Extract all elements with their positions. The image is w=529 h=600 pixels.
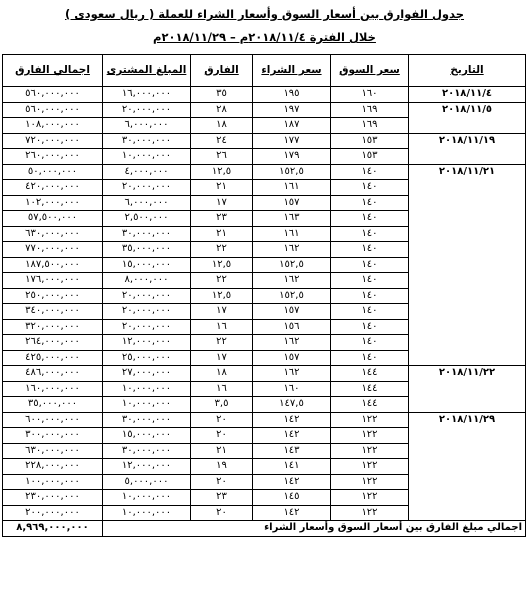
purchase-price-cell: ١٥٦ <box>253 319 331 335</box>
total-value: ٨,٩٦٩,٠٠٠,٠٠٠ <box>3 521 103 537</box>
purchase-price-cell: ١٥٧ <box>253 350 331 366</box>
difference-cell: ٣,٥ <box>191 397 253 413</box>
page-title: جدول الفوارق بين أسعار السوق وأسعار الشراء للعملة ( ريال سعودى ) <box>64 7 465 21</box>
difference-cell: ٢٦ <box>191 149 253 165</box>
amount-purchased-cell: ٣٠,٠٠٠,٠٠٠ <box>103 133 191 149</box>
amount-purchased-cell: ١٥,٠٠٠,٠٠٠ <box>103 428 191 444</box>
difference-cell: ٢٤ <box>191 133 253 149</box>
total-difference-cell: ٣٢٠,٠٠٠,٠٠٠ <box>3 319 103 335</box>
table-row <box>3 164 526 180</box>
total-difference-cell: ١٧٦,٠٠٠,٠٠٠ <box>3 273 103 289</box>
amount-purchased-cell: ٦,٠٠٠,٠٠٠ <box>103 195 191 211</box>
purchase-price-cell: ١٤٢ <box>253 412 331 428</box>
total-difference-cell: ٤٨٦,٠٠٠,٠٠٠ <box>3 366 103 382</box>
market-price-cell: ١٤٠ <box>331 273 409 289</box>
amount-purchased-cell: ١٠,٠٠٠,٠٠٠ <box>103 381 191 397</box>
total-difference-cell: ٢٢٨,٠٠٠,٠٠٠ <box>3 459 103 475</box>
table-row <box>3 87 526 103</box>
amount-purchased-cell: ٤,٠٠٠,٠٠٠ <box>103 164 191 180</box>
market-price-cell: ١٦٠ <box>331 87 409 103</box>
difference-cell: ١٧ <box>191 304 253 320</box>
market-price-cell: ١٢٢ <box>331 428 409 444</box>
table-header-row <box>3 55 526 87</box>
market-price-cell: ١٤٠ <box>331 350 409 366</box>
difference-cell: ٢١ <box>191 180 253 196</box>
market-price-cell: ١٢٢ <box>331 412 409 428</box>
difference-cell: ٢٠ <box>191 412 253 428</box>
amount-purchased-cell: ٨,٠٠٠,٠٠٠ <box>103 273 191 289</box>
header-purchase-price: سعر الشراء <box>253 55 331 87</box>
market-price-cell: ١٤٠ <box>331 180 409 196</box>
market-price-cell: ١٤٠ <box>331 304 409 320</box>
difference-cell: ١٧ <box>191 195 253 211</box>
amount-purchased-cell: ١٠,٠٠٠,٠٠٠ <box>103 490 191 506</box>
purchase-price-cell: ١٤١ <box>253 459 331 475</box>
table-row <box>3 133 526 149</box>
difference-cell: ١٦ <box>191 381 253 397</box>
date-cell: ٢٠١٨/١١/٤ <box>409 87 526 103</box>
purchase-price-cell: ١٦٢ <box>253 335 331 351</box>
total-difference-cell: ٢٠٠,٠٠٠,٠٠٠ <box>3 505 103 521</box>
difference-cell: ١٢,٥ <box>191 257 253 273</box>
difference-cell: ١٨ <box>191 118 253 134</box>
difference-cell: ٢١ <box>191 443 253 459</box>
total-row <box>3 521 526 537</box>
amount-purchased-cell: ٢,٥٠٠,٠٠٠ <box>103 211 191 227</box>
total-label: اجمالي مبلغ الفارق بين أسعار السوق وأسعار الشراء <box>103 521 526 537</box>
difference-cell: ٣٥ <box>191 87 253 103</box>
amount-purchased-cell: ١٠,٠٠٠,٠٠٠ <box>103 397 191 413</box>
difference-cell: ٢٢ <box>191 242 253 258</box>
market-price-cell: ١٤٠ <box>331 257 409 273</box>
purchase-price-cell: ١٦٠ <box>253 381 331 397</box>
amount-purchased-cell: ٢٠,٠٠٠,٠٠٠ <box>103 180 191 196</box>
total-difference-cell: ٢٥٠,٠٠٠,٠٠٠ <box>3 288 103 304</box>
total-difference-cell: ١٠٠,٠٠٠,٠٠٠ <box>3 474 103 490</box>
date-cell: ٢٠١٨/١١/٢١ <box>409 164 526 366</box>
purchase-price-cell: ١٥٧ <box>253 195 331 211</box>
market-price-cell: ١٢٢ <box>331 459 409 475</box>
page-subtitle: خلال الفترة ٢٠١٨/١١/٤م – ٢٠١٨/١١/٢٩م <box>153 30 376 44</box>
market-price-cell: ١٤٤ <box>331 381 409 397</box>
purchase-price-cell: ١٦١ <box>253 226 331 242</box>
table-row <box>3 102 526 118</box>
purchase-price-cell: ١٥٧ <box>253 304 331 320</box>
amount-purchased-cell: ٢٠,٠٠٠,٠٠٠ <box>103 304 191 320</box>
purchase-price-cell: ١٤٥ <box>253 490 331 506</box>
date-cell: ٢٠١٨/١١/٥ <box>409 102 526 133</box>
total-difference-cell: ١٨٧,٥٠٠,٠٠٠ <box>3 257 103 273</box>
purchase-price-cell: ١٥٢,٥ <box>253 257 331 273</box>
difference-cell: ٢١ <box>191 226 253 242</box>
table-row <box>3 366 526 382</box>
amount-purchased-cell: ١٦,٠٠٠,٠٠٠ <box>103 87 191 103</box>
purchase-price-cell: ١٨٧ <box>253 118 331 134</box>
difference-cell: ٢٠ <box>191 474 253 490</box>
market-price-cell: ١٤٤ <box>331 366 409 382</box>
market-price-cell: ١٢٢ <box>331 443 409 459</box>
amount-purchased-cell: ١٠,٠٠٠,٠٠٠ <box>103 149 191 165</box>
difference-cell: ١٢,٥ <box>191 164 253 180</box>
market-price-cell: ١٤٤ <box>331 397 409 413</box>
amount-purchased-cell: ٢٧,٠٠٠,٠٠٠ <box>103 366 191 382</box>
market-price-cell: ١٥٣ <box>331 133 409 149</box>
market-price-cell: ١٢٢ <box>331 474 409 490</box>
market-price-cell: ١٥٣ <box>331 149 409 165</box>
difference-cell: ٢٣ <box>191 211 253 227</box>
total-difference-cell: ٤٢٠,٠٠٠,٠٠٠ <box>3 180 103 196</box>
total-difference-cell: ٣٠٠,٠٠٠,٠٠٠ <box>3 428 103 444</box>
purchase-price-cell: ١٩٥ <box>253 87 331 103</box>
purchase-price-cell: ١٦١ <box>253 180 331 196</box>
total-difference-cell: ٢٦٠,٠٠٠,٠٠٠ <box>3 149 103 165</box>
amount-purchased-cell: ٢٠,٠٠٠,٠٠٠ <box>103 319 191 335</box>
total-difference-cell: ٧٢٠,٠٠٠,٠٠٠ <box>3 133 103 149</box>
difference-cell: ١٩ <box>191 459 253 475</box>
market-price-cell: ١٤٠ <box>331 335 409 351</box>
amount-purchased-cell: ١٢,٠٠٠,٠٠٠ <box>103 459 191 475</box>
total-difference-cell: ٢٣٠,٠٠٠,٠٠٠ <box>3 490 103 506</box>
total-difference-cell: ٦٣٠,٠٠٠,٠٠٠ <box>3 226 103 242</box>
table-body <box>3 87 526 521</box>
total-difference-cell: ٥٠,٠٠٠,٠٠٠ <box>3 164 103 180</box>
market-price-cell: ١٤٠ <box>331 211 409 227</box>
difference-cell: ٢٠ <box>191 505 253 521</box>
purchase-price-cell: ١٦٢ <box>253 273 331 289</box>
purchase-price-cell: ١٥٢,٥ <box>253 288 331 304</box>
difference-cell: ٢٠ <box>191 428 253 444</box>
differences-table <box>2 54 526 537</box>
table-row <box>3 412 526 428</box>
purchase-price-cell: ١٩٧ <box>253 102 331 118</box>
total-difference-cell: ٣٥,٠٠٠,٠٠٠ <box>3 397 103 413</box>
purchase-price-cell: ١٤٢ <box>253 505 331 521</box>
difference-cell: ١٨ <box>191 366 253 382</box>
purchase-price-cell: ١٤٣ <box>253 443 331 459</box>
purchase-price-cell: ١٧٩ <box>253 149 331 165</box>
total-difference-cell: ٦٣٠,٠٠٠,٠٠٠ <box>3 443 103 459</box>
market-price-cell: ١٤٠ <box>331 319 409 335</box>
amount-purchased-cell: ٦,٠٠٠,٠٠٠ <box>103 118 191 134</box>
purchase-price-cell: ١٤٧,٥ <box>253 397 331 413</box>
amount-purchased-cell: ٣٠,٠٠٠,٠٠٠ <box>103 443 191 459</box>
header-total-difference: اجمالي الفارق <box>3 55 103 87</box>
difference-cell: ٢٢ <box>191 273 253 289</box>
purchase-price-cell: ١٤٢ <box>253 474 331 490</box>
purchase-price-cell: ١٤٢ <box>253 428 331 444</box>
total-difference-cell: ٢٦٤,٠٠٠,٠٠٠ <box>3 335 103 351</box>
market-price-cell: ١٤٠ <box>331 226 409 242</box>
amount-purchased-cell: ٣٠,٠٠٠,٠٠٠ <box>103 412 191 428</box>
market-price-cell: ١٤٠ <box>331 195 409 211</box>
date-cell: ٢٠١٨/١١/٢٢ <box>409 366 526 413</box>
total-difference-cell: ٥٦٠,٠٠٠,٠٠٠ <box>3 102 103 118</box>
total-difference-cell: ١٠٨,٠٠٠,٠٠٠ <box>3 118 103 134</box>
market-price-cell: ١٢٢ <box>331 505 409 521</box>
amount-purchased-cell: ٣٥,٠٠٠,٠٠٠ <box>103 242 191 258</box>
market-price-cell: ١٦٩ <box>331 118 409 134</box>
difference-cell: ١٦ <box>191 319 253 335</box>
amount-purchased-cell: ٢٥,٠٠٠,٠٠٠ <box>103 350 191 366</box>
difference-cell: ١٧ <box>191 350 253 366</box>
difference-cell: ١٢,٥ <box>191 288 253 304</box>
date-cell: ٢٠١٨/١١/٢٩ <box>409 412 526 521</box>
header-date: التاريخ <box>409 55 526 87</box>
market-price-cell: ١٤٠ <box>331 164 409 180</box>
amount-purchased-cell: ١٢,٠٠٠,٠٠٠ <box>103 335 191 351</box>
purchase-price-cell: ١٦٢ <box>253 242 331 258</box>
market-price-cell: ١٤٠ <box>331 242 409 258</box>
total-difference-cell: ٥٦٠,٠٠٠,٠٠٠ <box>3 87 103 103</box>
total-difference-cell: ٣٤٠,٠٠٠,٠٠٠ <box>3 304 103 320</box>
purchase-price-cell: ١٦٣ <box>253 211 331 227</box>
difference-cell: ٢٨ <box>191 102 253 118</box>
total-difference-cell: ١٦٠,٠٠٠,٠٠٠ <box>3 381 103 397</box>
total-difference-cell: ٥٧,٥٠٠,٠٠٠ <box>3 211 103 227</box>
total-difference-cell: ٦٠٠,٠٠٠,٠٠٠ <box>3 412 103 428</box>
purchase-price-cell: ١٦٢ <box>253 366 331 382</box>
purchase-price-cell: ١٥٢,٥ <box>253 164 331 180</box>
amount-purchased-cell: ٢٠,٠٠٠,٠٠٠ <box>103 288 191 304</box>
amount-purchased-cell: ١٥,٠٠٠,٠٠٠ <box>103 257 191 273</box>
market-price-cell: ١٢٢ <box>331 490 409 506</box>
header-amount-purchased: المبلغ المشترى <box>103 55 191 87</box>
header-difference: الفارق <box>191 55 253 87</box>
purchase-price-cell: ١٧٧ <box>253 133 331 149</box>
amount-purchased-cell: ٣٠,٠٠٠,٠٠٠ <box>103 226 191 242</box>
total-difference-cell: ٤٢٥,٠٠٠,٠٠٠ <box>3 350 103 366</box>
amount-purchased-cell: ٢٠,٠٠٠,٠٠٠ <box>103 102 191 118</box>
total-difference-cell: ١٠٢,٠٠٠,٠٠٠ <box>3 195 103 211</box>
market-price-cell: ١٤٠ <box>331 288 409 304</box>
date-cell: ٢٠١٨/١١/١٩ <box>409 133 526 164</box>
difference-cell: ٢٣ <box>191 490 253 506</box>
total-difference-cell: ٧٧٠,٠٠٠,٠٠٠ <box>3 242 103 258</box>
amount-purchased-cell: ٥,٠٠٠,٠٠٠ <box>103 474 191 490</box>
difference-cell: ٢٢ <box>191 335 253 351</box>
market-price-cell: ١٦٩ <box>331 102 409 118</box>
amount-purchased-cell: ١٠,٠٠٠,٠٠٠ <box>103 505 191 521</box>
header-market-price: سعر السوق <box>331 55 409 87</box>
